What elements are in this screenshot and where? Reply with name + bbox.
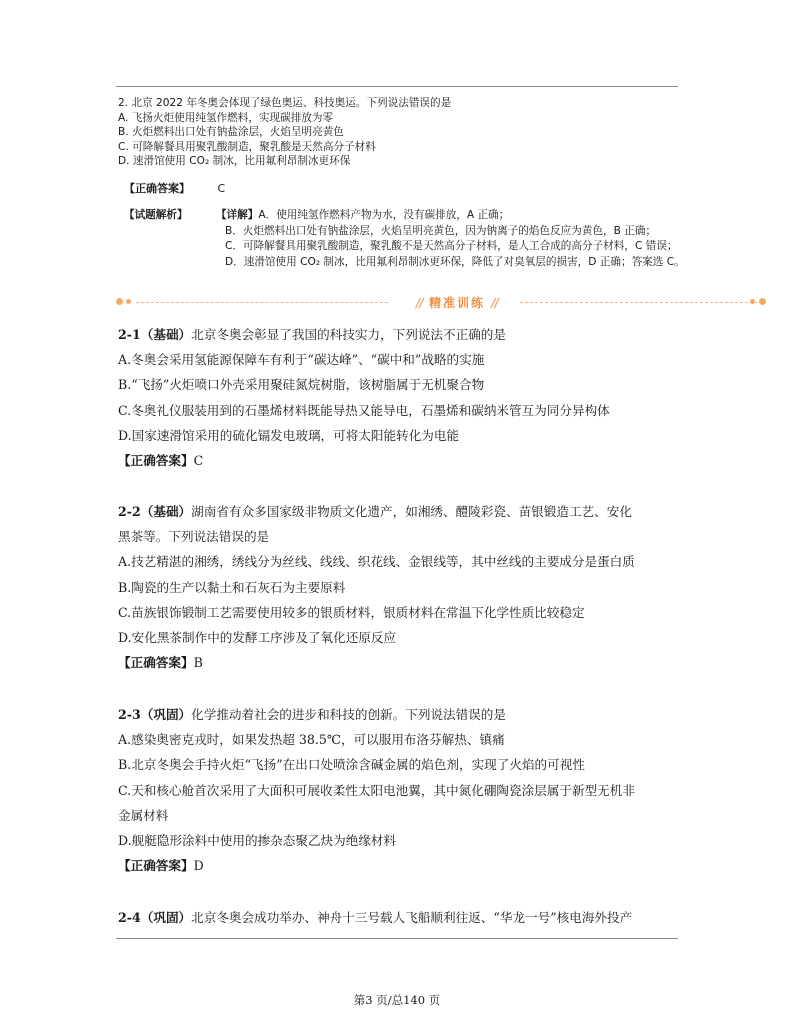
slash-icon: //: [491, 296, 498, 310]
banner-dot-icon: [116, 298, 123, 305]
question-number: 2-3（巩固）: [118, 707, 192, 722]
analysis-line-c: C．可降解餐具用聚乳酸制造，聚乳酸不是天然高分子材料，是人工合成的高分子材料，C 错误；: [225, 240, 678, 252]
banner-dot-icon: [126, 299, 131, 304]
question-stem: 湖南省有众多国家级非物质文化遗产，如湘绣、醴陵彩瓷、苗银锻造工艺、安化: [191, 504, 632, 519]
example-analysis-label: 【试题解析】: [124, 209, 188, 221]
option-c: C.天和核心舱首次采用了大面积可展收柔性太阳电池翼，其中氮化硼陶瓷涂层属于新型无机非: [118, 782, 635, 798]
answer-value: D: [193, 858, 204, 874]
question-stem: 化学推动着社会的进步和科技的创新。下列说法错误的是: [191, 707, 506, 722]
example-stem: 2. 北京 2022 年冬奥会体现了绿色奥运、科技奥运。下列说法错误的是: [118, 97, 452, 109]
section-title-text: 精准训练: [428, 296, 485, 310]
example-answer-value: C: [217, 182, 226, 195]
example-analysis: [124, 208, 764, 270]
option-c: C.冬奥礼仪服装用到的石墨烯材料既能导热又能导电，石墨烯和碳纳米管互为同分异构体: [118, 402, 610, 418]
example-option-b: B. 火炬燃料出口处有钠盐涂层，火焰呈明亮黄色: [118, 126, 344, 138]
analysis-lead: 【详解】: [216, 209, 259, 221]
question-stem-cont: 黑茶等。下列说法错误的是: [118, 529, 270, 545]
option-b: B.陶瓷的生产以黏土和石灰石为主要原料: [118, 579, 346, 595]
option-d: D.舰艇隐形涂料中使用的掺杂态聚乙炔为绝缘材料: [118, 833, 397, 849]
example-answer-label: 【正确答案】: [124, 182, 190, 195]
option-b: B.“飞扬”火炬喷口外壳采用聚硅氮烷树脂，该树脂属于无机聚合物: [118, 377, 485, 393]
banner-dot-icon: [759, 298, 766, 305]
question-number: 2-1（基础）: [118, 327, 192, 342]
question-2-2: [118, 499, 698, 675]
slash-icon: //: [416, 296, 423, 310]
option-a: A.技艺精湛的湘绣，绣线分为丝线、线线、织花线、金银线等，其中丝线的主要成分是蛋白质: [118, 554, 635, 570]
option-c: C.苗族银饰锻制工艺需要使用较多的银质材料，银质材料在常温下化学性质比较稳定: [118, 604, 585, 620]
example-option-c: C. 可降解餐具用聚乳酸制造，聚乳酸是天然高分子材料: [118, 140, 376, 153]
option-a: A.感染奥密克戎时，如果发热超 38.5℃，可以服用布洛芬解热、镇痛: [118, 732, 505, 748]
analysis-line-b: B．火炬燃料出口处有钠盐涂层，火焰呈明亮黄色，因为钠离子的焰色反应为黄色，B 正确；: [225, 224, 657, 237]
question-number: 2-2（基础）: [118, 504, 192, 519]
banner-divider-left: [136, 302, 388, 303]
page-number: 第3 页/总140 页: [353, 993, 441, 1007]
option-b: B.北京冬奥会手持火炬“飞扬”在出口处喷涂含碱金属的焰色剂，实现了火焰的可视性: [118, 757, 585, 773]
example-answer: [124, 180, 225, 196]
footer-rule: [116, 938, 678, 939]
example-option-a: A. 飞扬火炬使用纯氢作燃料，实现碳排放为零: [118, 111, 334, 124]
answer-label: 【正确答案】: [118, 453, 194, 469]
question-stem: 北京冬奥会彰显了我国的科技实力，下列说法不正确的是: [191, 327, 506, 342]
answer-value: C: [193, 453, 204, 469]
option-d: D.国家速滑馆采用的硫化镉发电玻璃，可将太阳能转化为电能: [118, 427, 460, 443]
banner-dot-icon: [750, 299, 755, 304]
answer-value: B: [193, 655, 203, 671]
section-banner: [116, 294, 766, 310]
option-c-cont: 金属材料: [118, 807, 169, 823]
example-question: [118, 96, 698, 169]
question-2-3: [118, 702, 698, 878]
example-option-d: D. 速滑馆使用 CO₂ 制冰，比用氟利昂制冰更环保: [118, 155, 351, 167]
option-d: D.安化黑茶制作中的发酵工序涉及了氧化还原反应: [118, 630, 397, 646]
question-stem: 北京冬奥会成功举办、神舟十三号载人飞船顺利往返、“华龙一号”核电海外投产: [191, 910, 633, 925]
question-number: 2-4（巩固）: [118, 910, 192, 925]
analysis-line-a: A．使用纯氢作燃料产物为水，没有碳排放，A 正确；: [258, 209, 510, 221]
analysis-line-d: D．速滑馆使用 CO₂ 制冰，比用氟利昂制冰更环保，降低了对臭氧层的损害，D 正确；答案选 C。: [225, 255, 685, 268]
answer-label: 【正确答案】: [118, 858, 194, 874]
option-a: A.冬奥会采用氢能源保障车有利于“碳达峰”、“碳中和”战略的实施: [118, 352, 485, 368]
header-rule: [116, 86, 678, 87]
question-2-4: [118, 905, 698, 930]
answer-label: 【正确答案】: [118, 655, 194, 671]
banner-divider-right: [520, 302, 758, 303]
question-2-1: [118, 322, 698, 473]
section-title: [402, 294, 512, 311]
